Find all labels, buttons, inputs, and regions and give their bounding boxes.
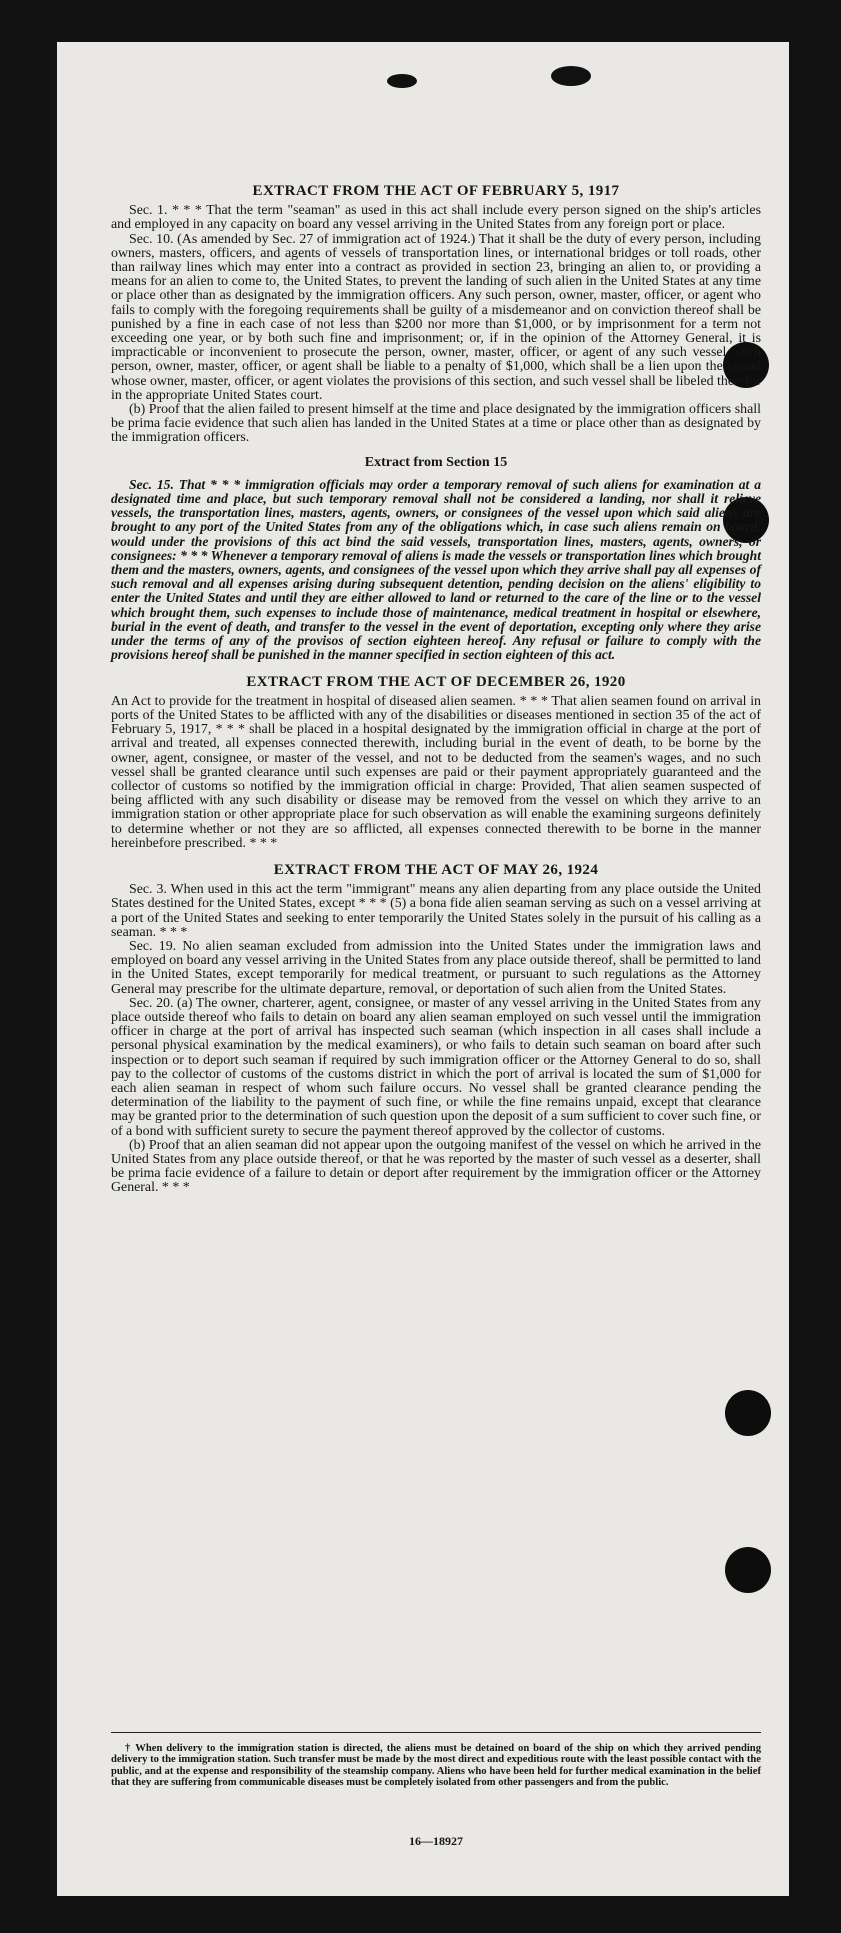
act-1920-text: An Act to provide for the treatment in hospital of diseased alien seamen. * * * That alien seamen found on arrival in ports of the United States to be afflicted with any of the disabilities or diseases mentioned in section 35 of the act of February 5, 1917, * * * shall be placed in a hospital designated by the immigration official in charge at the port of arrival and treated, all expenses connected therewith, including burial in the event of death, to be borne by the owner, agent, consignee, or master of the vessel, and not to be deducted from the seamen's wages, and no such vessel shall be granted clearance until such expenses are paid or their payment appropriately guaranteed and the collector of customs so notified by the immigration official in charge: Provided, That alien seamen suspected of being afflicted with any such disability or disease may be removed from the vessel on which they arrive to an immigration station or other appropriate place for such observation as will enable the examining surgeons definitely to determine whether or not they are so afflicted, all expenses connected therewith to be borne in the manner hereinbefore prescribed. * * * (111, 693, 761, 851)
heading-act-1920: EXTRACT FROM THE ACT OF DECEMBER 26, 1920 (246, 673, 626, 690)
section-20-b: (b) Proof that an alien seaman did not appear upon the outgoing manifest of the vessel on which he arrived in the United States from any place outside thereof, or that he was reported by the master of such vessel as a deserter, shall be prima facie evidence of a failure to detain or deport after requirement by the immigration officer or the Attorney General. * * * (111, 1137, 761, 1196)
section-10: Sec. 10. (As amended by Sec. 27 of immigration act of 1924.) That it shall be the duty of every person, including owners, masters, officers, and agents of vessels of transportation lines, or international bridges or toll roads, other than railway lines which may enter into a contract as provided in section 23, bringing an alien to, or providing a means for an alien to come to, the United States, to prevent the landing of such alien in the United States at any time or place other than as designated by the immigration officers. Any such person, owner, master, officer, or agent who fails to comply with the foregoing requirements shall be guilty of a misdemeanor and on conviction thereof shall be punished by a fine in each case of not less than $200 nor more than $1,000, or by imprisonment for a term not exceeding one year, or by both such fine and imprisonment; or, if in the opinion of the Attorney General, it is impracticable or inconvenient to prosecute the person, owner, master, officer, or agent of any such vessel, such person, owner, master, officer, or agent shall be liable to a penalty of $1,000, which shall be a lien upon the vessel whose owner, master, officer, or agent violates the provisions of this section, and such vessel shall be libeled therefor in the appropriate United States court. (111, 231, 761, 403)
document-body (111, 184, 761, 1196)
form-number: 16—18927 (409, 1834, 463, 1848)
heading-act-1917: EXTRACT FROM THE ACT OF FEBRUARY 5, 1917 (252, 183, 620, 199)
section-20-a: Sec. 20. (a) The owner, charterer, agent, consignee, or master of any vessel arriving in the United States from any place outside thereof who fails to detain on board any alien seaman employed on such vessel until the immigration officer in charge at the port of arrival has inspected such seaman (which inspection in all cases shall include a personal physical examination by the medical examiners), or who fails to detain such seaman on board after such inspection or to deport such seaman if required by such immigration officer or the Attorney General to do so, shall pay to the collector of customs of the customs district in which the port of arrival is located the sum of $1,000 for each alien seaman in respect of whom such failure occurs. No vessel shall be granted clearance pending the determination of the liability to the payment of such fine, or while the fine remains unpaid, except that clearance may be granted prior to the determination of such question upon the deposit of a sum sufficient to cover such fine, or of a bond with sufficient surety to secure the payment thereof approved by the collector of customs. (111, 995, 761, 1139)
document-page (57, 42, 789, 1896)
punch-hole-4 (725, 1547, 771, 1593)
section-19: Sec. 19. No alien seaman excluded from admission into the United States under the immigration laws and employed on board any vessel arriving in the United States from any place outside thereof, shall be permitted to land in the United States, except temporarily for medical treatment, or pursuant to such regulations as the Attorney General may prescribe for the ultimate departure, removal, or deportation of such alien from the United States. (111, 938, 761, 997)
heading-section-15: Extract from Section 15 (364, 454, 508, 470)
section-15: Sec. 15. That * * * immigration officials may order a temporary removal of such aliens for examination at a designated time and place, but such temporary removal shall not be considered a landing, nor shall it relieve vessels, the transportation lines, masters, agents, owners, or consignees of the vessel upon which said aliens are brought to any port of the United States from any of the obligations which, in case such aliens remain on board, would under the provisions of this act bind the said vessels, transportation lines, masters, agents, owners, or consignees: * * * Whenever a temporary removal of aliens is made the vessels or transportation lines which brought them and the masters, owners, agents, and consignees of the vessel upon which they arrive shall pay all expenses of such removal and all expenses arising during subsequent detention, pending decision on the aliens' eligibility to enter the United States and until they are either allowed to land or returned to the care of the line or to the vessel which brought them, such expenses to include those of maintenance, medical treatment in hospital or elsewhere, burial in the event of death, and transfer to the vessel in the event of deportation, excepting only where they arise under the terms of any of the provisos of section eighteen hereof. Any refusal or failure to comply with the provisions hereof shall be punished in the manner specified in section eighteen of this act. (111, 476, 761, 663)
section-1: Sec. 1. * * * That the term "seaman" as used in this act shall include every person signed on the ship's articles and employed in any capacity on board any vessel arriving in the United States from any foreign port or place. (111, 203, 761, 233)
footnote-text: † When delivery to the immigration station is directed, the aliens must be detained on board of the ship on which they arrived pending delivery to the immigration station. Such transfer must be made by the most direct and expeditious route with the least possible contact with the public, and at the expense and responsibility of the steamship company. Aliens who have been held for further medical examination in the belief that they are suffering from communicable diseases must be completely isolated from other passengers and from the public. (111, 1743, 761, 1789)
punch-hole-3 (725, 1390, 771, 1436)
top-blot-right (551, 66, 591, 86)
footnote (111, 1732, 761, 1789)
top-blot-left (387, 74, 417, 88)
section-10-b: (b) Proof that the alien failed to present himself at the time and place designated by the immigration officers shall be prima facie evidence that such alien has landed in the United States at a time or place other than as designated by the immigration officers. (111, 402, 761, 446)
heading-act-1924: EXTRACT FROM THE ACT OF MAY 26, 1924 (273, 861, 599, 878)
section-3: Sec. 3. When used in this act the term "immigrant" means any alien departing from any place outside the United States destined for the United States, except * * * (5) a bona fide alien seaman serving as such on a vessel arriving at a port of the United States and seeking to enter temporarily the United States solely in the pursuit of his calling as a seaman. * * * (111, 882, 761, 940)
